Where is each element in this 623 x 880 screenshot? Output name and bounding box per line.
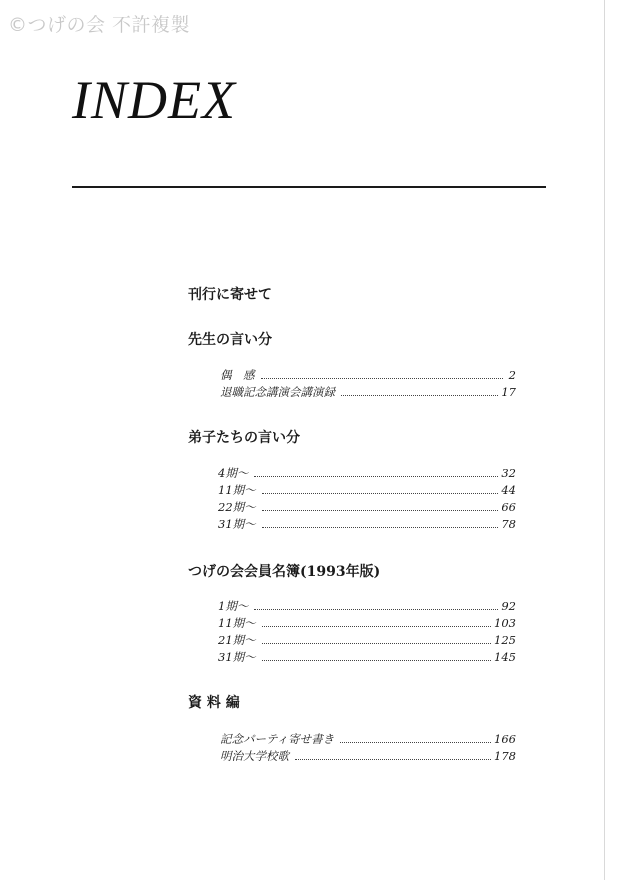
section-title-teacher: 先生の言い分 [188, 332, 272, 348]
entry-page: 103 [494, 616, 516, 630]
leader-dots [262, 515, 499, 528]
toc-entry [218, 515, 516, 532]
toc-entry [218, 481, 516, 498]
leader-dots [262, 648, 491, 661]
entry-label: 11期～ [218, 616, 256, 630]
leader-dots [295, 747, 491, 760]
leader-dots [262, 631, 491, 644]
toc-entry [218, 498, 516, 515]
entry-label: 31期～ [218, 517, 256, 531]
entry-page: 92 [501, 599, 516, 613]
entry-page: 145 [494, 650, 516, 664]
entry-label: 偶 感 [220, 368, 255, 382]
leader-dots [262, 498, 499, 511]
entry-page: 178 [494, 749, 516, 763]
toc-entry [218, 597, 516, 614]
copyright-watermark: ©つげの会 不許複製 [8, 14, 191, 36]
entry-label: 11期～ [218, 483, 256, 497]
leader-dots [340, 730, 491, 743]
entry-page: 17 [501, 385, 516, 399]
entry-page: 66 [501, 500, 516, 514]
entry-label: 21期～ [218, 633, 256, 647]
entry-page: 78 [501, 517, 516, 531]
entry-label: 退職記念講演会講演録 [220, 385, 335, 399]
section-title-member-roster: つげの会会員名簿(1993年版) [188, 564, 381, 580]
section-title-materials: 資 料 編 [188, 695, 240, 711]
toc-entry [218, 648, 516, 665]
entry-page: 2 [508, 368, 516, 382]
section-title-foreword: 刊行に寄せて [188, 287, 272, 303]
toc-entry [220, 747, 516, 764]
toc-entry [218, 631, 516, 648]
leader-dots [262, 481, 499, 494]
toc-entry [220, 383, 516, 400]
entry-page: 166 [494, 732, 516, 746]
section-title-students: 弟子たちの言い分 [188, 430, 300, 446]
entry-label: 1期～ [218, 599, 249, 613]
leader-dots [254, 464, 498, 477]
entry-page: 125 [494, 633, 516, 647]
entry-label: 4期～ [218, 466, 249, 480]
leader-dots [254, 597, 498, 610]
entry-label: 22期～ [218, 500, 256, 514]
entry-label: 記念パーティ寄せ書き [220, 732, 335, 746]
leader-dots [341, 383, 498, 396]
leader-dots [262, 614, 491, 627]
toc-entry [218, 464, 516, 481]
toc-entry [220, 730, 516, 747]
entry-label: 31期～ [218, 650, 256, 664]
entry-label: 明治大学校歌 [220, 749, 289, 763]
entry-page: 32 [501, 466, 516, 480]
leader-dots [261, 366, 504, 379]
page-title: INDEX [72, 70, 236, 130]
toc-entry [218, 614, 516, 631]
toc-entry [220, 366, 516, 383]
entry-page: 44 [501, 483, 516, 497]
